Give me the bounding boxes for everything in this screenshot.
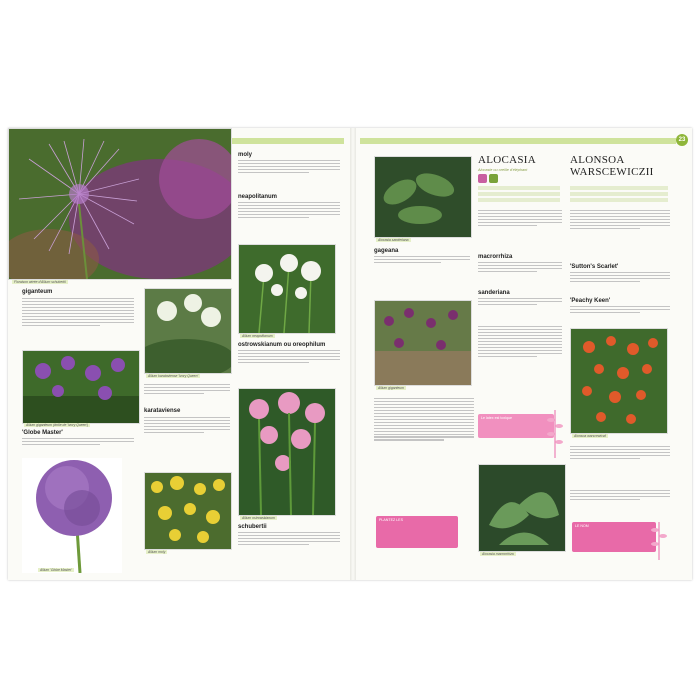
caption-purple: Allium giganteum (drôle de 'Ivory Queen') (26, 423, 89, 427)
photo-neapolitanum (238, 244, 336, 334)
caption-alocasia-top: Alocasia sanderiana (378, 238, 409, 242)
entry-gageana: gageana (374, 248, 399, 254)
info-bar (570, 192, 668, 196)
photo-ostrowskianum (238, 388, 336, 516)
callout-toxic-text: Le latex est toxique (481, 416, 512, 420)
info-bar (478, 198, 560, 202)
info-bar (570, 198, 668, 202)
caption-alonsoa: Alonsoa warscewiczii (574, 434, 607, 438)
entry-text (22, 296, 134, 348)
entry-text (238, 530, 340, 566)
sun-icon (489, 174, 498, 183)
entry-schubertii: schubertii (238, 524, 267, 530)
caption-globe-master: Allium 'Globe Master' (40, 568, 72, 572)
genus-alonsoa-species: WARSCEWICZII (570, 166, 654, 178)
entry-text (570, 444, 670, 484)
photo-alonsoa (570, 328, 668, 434)
entry-moly: moly (238, 152, 253, 158)
caption-neapolitanum: Allium neapolitanum (242, 334, 273, 338)
entry-text (238, 348, 340, 384)
toxic-icon (478, 174, 487, 183)
entry-macrorrhiza: macrorrhiza (478, 254, 513, 260)
caption-allium-field: Allium giganteum (378, 386, 405, 390)
hero-photo (8, 128, 232, 280)
callout-plantez (376, 516, 458, 548)
caption-alocasia-bottom: Alocasia macrorrhiza (482, 552, 514, 556)
book-spread (8, 128, 692, 580)
entry-text (374, 254, 470, 276)
top-rule-right (360, 138, 676, 144)
entry-text (570, 304, 670, 324)
info-bar (478, 186, 560, 190)
photo-yellow (144, 472, 232, 550)
entry-text (478, 208, 562, 252)
entry-neapolitanum: neapolitanum (238, 194, 278, 200)
callout-plantez-text: PLANTEZ LES (379, 518, 403, 522)
entry-text (478, 324, 562, 406)
entry-text (570, 270, 670, 298)
entry-text (570, 208, 670, 262)
pink-leaf-decoration (650, 520, 668, 560)
entry-ostrowskianum: ostrowskianum ou oreophilum (238, 342, 326, 348)
callout-toxic (478, 414, 554, 438)
callout-le-nom-text: LE NOM (575, 524, 589, 528)
photo-alocasia-top (374, 156, 472, 238)
gutter (350, 128, 356, 580)
callout-le-nom (572, 522, 656, 552)
entry-peachy-keen: 'Peachy Keen' (570, 298, 611, 304)
entry-karataviense: karataviense (144, 408, 181, 414)
entry-sanderiana: sanderiana (478, 290, 510, 296)
entry-text (570, 488, 670, 518)
info-bar (570, 186, 668, 190)
entry-text (144, 415, 230, 463)
photo-purple-alliums (22, 350, 140, 424)
entry-text (478, 296, 562, 318)
entry-text (238, 200, 340, 240)
photo-allium-field (374, 300, 472, 386)
entry-suttons-scarlet: 'Sutton's Scarlet' (570, 264, 619, 270)
entry-text (478, 260, 562, 288)
entry-text (238, 158, 340, 194)
entry-giganteum: giganteum (22, 289, 53, 295)
common-alocasia: Alocasie ou oreille d'éléphant (478, 168, 528, 172)
photo-ivory-queen (144, 288, 232, 374)
caption-ostrowskianum: Allium ostrowskianum (242, 516, 275, 520)
caption-yellow: Allium moly (148, 550, 166, 554)
photo-alocasia-bottom (478, 464, 566, 552)
entry-text (22, 436, 134, 458)
pink-leaf-decoration (546, 408, 564, 458)
page-number-right: 23 (676, 134, 688, 146)
genus-alocasia: ALOCASIA (478, 154, 537, 166)
entry-text (374, 396, 474, 508)
hero-caption: Floraison aérée d'Allium schubertii (14, 280, 66, 284)
caption-ivory: Allium karataviense 'Ivory Queen' (148, 374, 199, 378)
genus-alonsoa: ALONSOA (570, 154, 625, 166)
photo-globe-master (22, 458, 122, 573)
entry-globe-master: 'Globe Master' (22, 430, 63, 436)
info-bar (478, 192, 560, 196)
